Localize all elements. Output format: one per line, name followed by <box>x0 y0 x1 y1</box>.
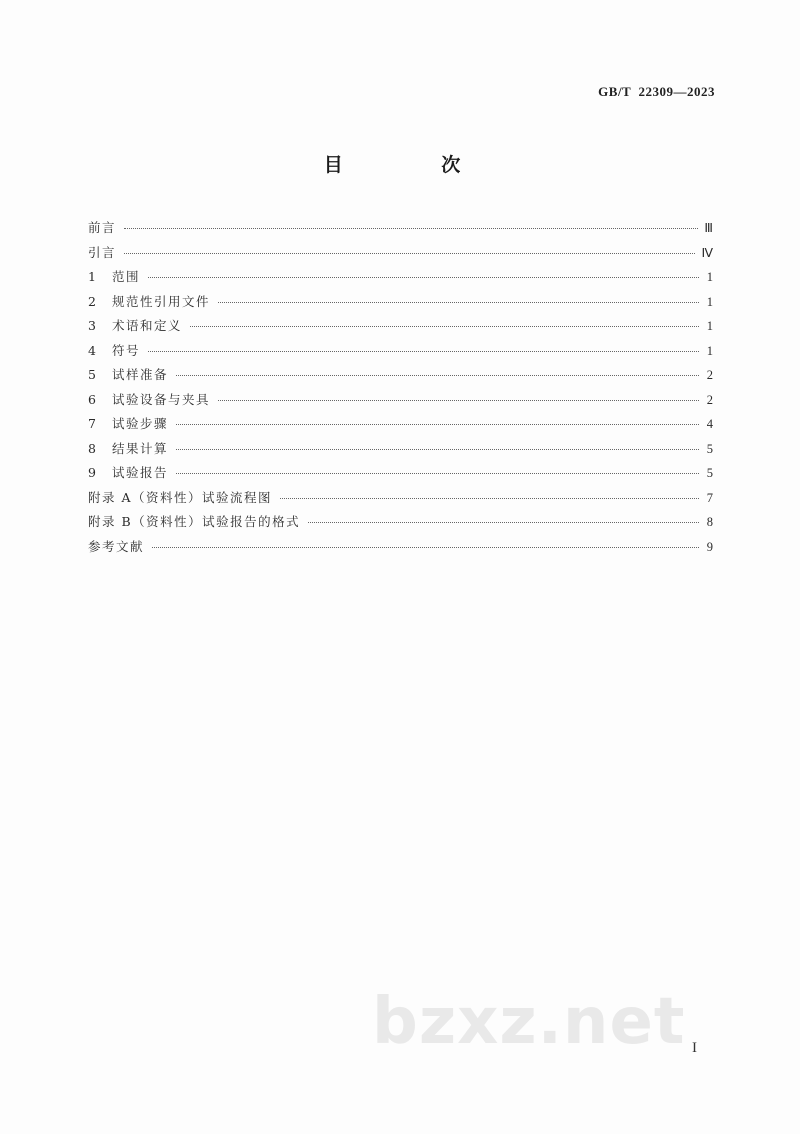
toc-entry-label: 附录 A（资料性）试验流程图 <box>88 489 273 505</box>
toc-entry-label: 前言 <box>88 220 117 235</box>
toc-entry-page: 9 <box>706 539 713 554</box>
toc-entry-label: 结果计算 <box>112 440 169 456</box>
toc-entry-page: Ⅳ <box>701 245 713 260</box>
toc-entry-test-report[interactable] <box>88 464 713 489</box>
toc-leader-dots <box>176 424 699 425</box>
toc-leader-dots <box>176 473 699 474</box>
toc-leader-dots <box>218 400 699 401</box>
toc-entry-label: 试验设备与夹具 <box>112 391 211 407</box>
toc-entry-number: 5 <box>88 367 96 382</box>
toc-entry-calculation[interactable] <box>88 440 713 465</box>
toc-entry-specimen-preparation[interactable] <box>88 366 713 391</box>
toc-entry-number: 3 <box>88 318 96 333</box>
toc-leader-dots <box>280 498 699 499</box>
toc-entry-number: 4 <box>88 342 96 358</box>
toc-entry-page: 7 <box>706 490 713 505</box>
toc-entry-symbols[interactable] <box>88 342 713 367</box>
toc-entry-bibliography[interactable] <box>88 538 713 563</box>
toc-leader-dots <box>308 522 699 523</box>
toc-leader-dots <box>148 351 699 352</box>
toc-entry-annex-a[interactable] <box>88 489 713 514</box>
page-number: I <box>692 1040 697 1056</box>
toc-entry-label: 范围 <box>112 269 141 284</box>
toc-entry-page: 4 <box>706 417 713 431</box>
toc-entry-number: 9 <box>88 465 96 480</box>
toc-entry-number: 7 <box>88 416 96 431</box>
toc-entry-introduction[interactable] <box>88 244 713 269</box>
toc-leader-dots <box>176 375 699 376</box>
toc-entry-number: 6 <box>88 391 96 407</box>
toc-entry-page: 2 <box>706 368 713 382</box>
toc-entry-foreword[interactable] <box>88 219 713 244</box>
toc-leader-dots <box>124 253 695 254</box>
toc-entry-label: 参考文献 <box>88 538 145 554</box>
toc-leader-dots <box>148 277 699 278</box>
table-of-contents <box>88 219 713 562</box>
toc-entry-page: Ⅲ <box>704 221 713 235</box>
page-title: 目 次 <box>323 154 507 176</box>
toc-entry-annex-b[interactable] <box>88 513 713 538</box>
toc-entry-equipment-fixtures[interactable] <box>88 391 713 416</box>
toc-leader-dots <box>190 326 699 327</box>
toc-entry-label: 试验步骤 <box>112 416 169 431</box>
toc-entry-label: 符号 <box>112 342 141 358</box>
toc-entry-number: 1 <box>88 269 96 284</box>
toc-entry-page: 5 <box>706 441 713 456</box>
toc-entry-normative-references[interactable] <box>88 293 713 318</box>
toc-leader-dots <box>176 449 699 450</box>
standard-code: GB/T 22309—2023 <box>598 84 715 99</box>
toc-entry-page: 1 <box>706 319 713 333</box>
toc-entry-label: 试样准备 <box>112 367 169 382</box>
toc-entry-test-procedure[interactable] <box>88 415 713 440</box>
toc-entry-label: 附录 B（资料性）试验报告的格式 <box>88 514 301 529</box>
toc-leader-dots <box>152 547 699 548</box>
toc-entry-page: 1 <box>706 270 713 284</box>
toc-entry-terms-definitions[interactable] <box>88 317 713 342</box>
watermark: bzxz.net <box>372 985 686 1059</box>
toc-entry-page: 2 <box>706 392 713 407</box>
toc-entry-scope[interactable] <box>88 268 713 293</box>
toc-entry-label: 术语和定义 <box>112 318 183 333</box>
toc-entry-label: 试验报告 <box>112 465 169 480</box>
toc-entry-page: 1 <box>706 343 713 358</box>
toc-entry-number: 2 <box>88 293 96 309</box>
toc-entry-page: 5 <box>706 466 713 480</box>
toc-entry-number: 8 <box>88 440 96 456</box>
toc-entry-page: 8 <box>706 515 713 529</box>
toc-entry-label: 规范性引用文件 <box>112 293 211 309</box>
toc-entry-label: 引言 <box>88 244 117 260</box>
toc-entry-page: 1 <box>706 294 713 309</box>
toc-leader-dots <box>218 302 699 303</box>
toc-leader-dots <box>124 228 698 229</box>
